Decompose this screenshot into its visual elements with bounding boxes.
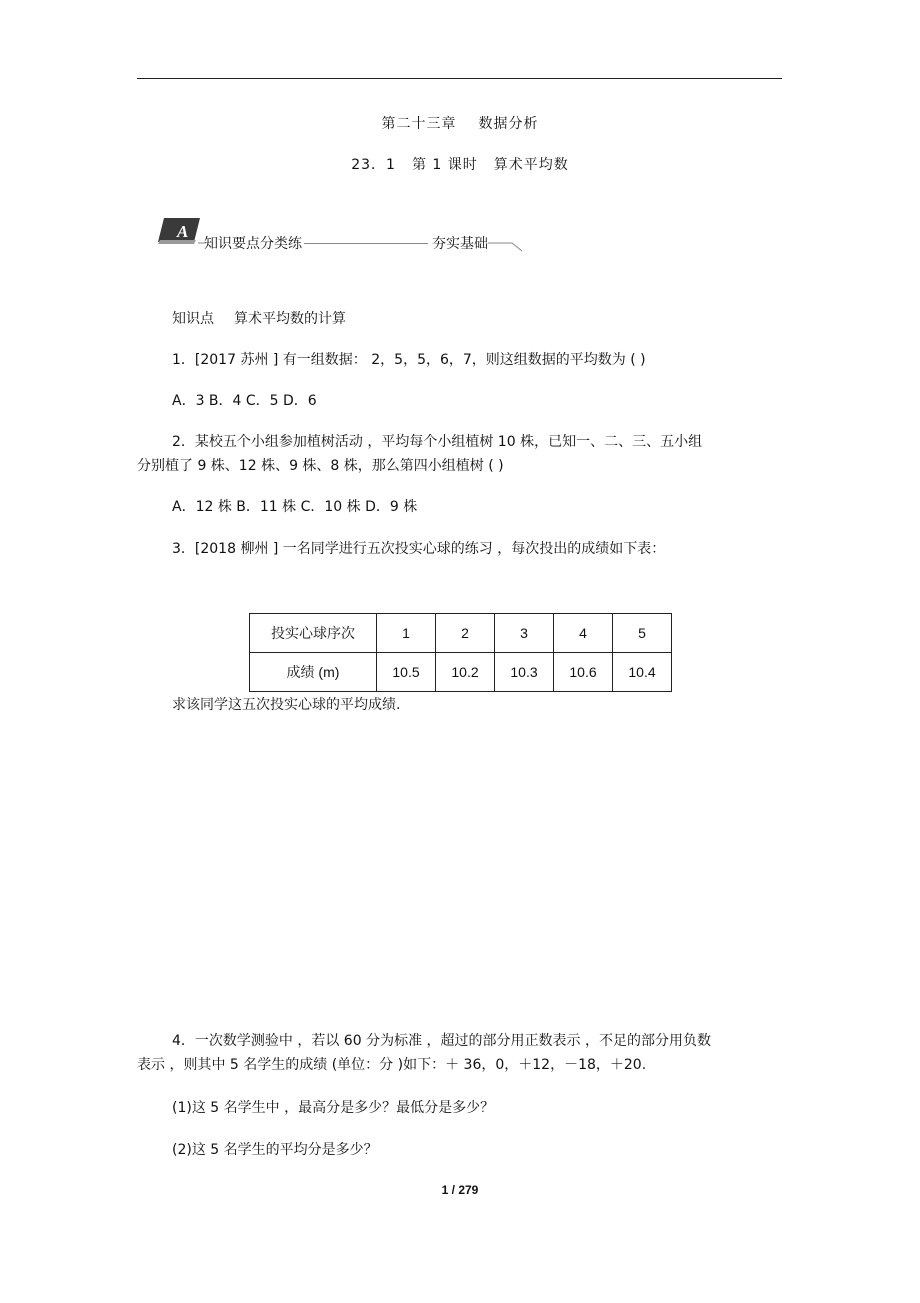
table-cell: 5 [613, 614, 672, 653]
lesson-number: 第 1 课时 [411, 157, 478, 173]
table-header-label: 投实心球序次 [250, 614, 377, 653]
table-cell: 10.5 [377, 653, 436, 692]
section-number: 23．1 [351, 157, 396, 173]
chapter-title [0, 115, 920, 133]
question-4-line-2: 表示 ，则其中 5 名学生的成绩 (单位：分 )如下：＋ 36，0，＋12，－18，＋20. [137, 1057, 647, 1073]
table-row-label: 成绩 (m) [250, 653, 377, 692]
question-4-line-1: 4．一次数学测验中 ，若以 60 分为标准 ，超过的部分用正数表示 ，不足的部分用负数 [172, 1033, 711, 1049]
question-4-sub-1: (1)这 5 名学生中 ，最高分是多少？最低分是多少？ [172, 1100, 495, 1116]
banner-right-text: 夯实基础 [432, 236, 488, 252]
lesson-name: 算术平均数 [493, 157, 569, 173]
knowledge-point-label: 知识点 [172, 311, 214, 327]
table-cell: 10.6 [554, 653, 613, 692]
table-cell: 2 [436, 614, 495, 653]
question-3-prompt: 求该同学这五次投实心球的平均成绩. [172, 697, 401, 713]
page-number: 1 / 279 [441, 1183, 479, 1197]
question-1-options: A．3 B．4 C．5 D．6 [172, 393, 317, 409]
table-cell: 4 [554, 614, 613, 653]
score-table [249, 613, 672, 692]
question-1: 1．[2017 苏州 ] 有一组数据： 2，5，5，6，7，则这组数据的平均数为 ( ) [172, 352, 646, 368]
table-cell: 10.2 [436, 653, 495, 692]
lesson-title [0, 156, 920, 174]
banner-left-text: 知识要点分类练 [204, 236, 302, 252]
banner-underline [158, 238, 528, 252]
question-2-line-1: 2．某校五个小组参加植树活动 ，平均每个小组植树 10 株，已知一、二、三、五小组 [172, 434, 703, 450]
svg-text:A: A [177, 222, 189, 241]
table-cell: 10.4 [613, 653, 672, 692]
question-2-line-2: 分别植了 9 株、12 株、9 株、8 株，那么第四小组植树 ( ) [137, 458, 504, 474]
table-cell: 3 [495, 614, 554, 653]
table-cell: 1 [377, 614, 436, 653]
chapter-name: 数据分析 [478, 116, 539, 132]
table-row [250, 614, 672, 653]
question-4-sub-2: (2)这 5 名学生的平均分是多少？ [172, 1142, 378, 1158]
knowledge-point-title: 算术平均数的计算 [234, 311, 346, 327]
table-row [250, 653, 672, 692]
section-banner [158, 216, 528, 256]
header-rule [137, 78, 782, 79]
knowledge-point-heading [172, 310, 346, 328]
chapter-number: 第二十三章 [381, 116, 457, 132]
question-2-options: A．12 株 B．11 株 C．10 株 D．9 株 [172, 499, 418, 515]
question-3: 3．[2018 柳州 ] 一名同学进行五次投实心球的练习 ，每次投出的成绩如下表： [172, 541, 666, 557]
table-cell: 10.3 [495, 653, 554, 692]
